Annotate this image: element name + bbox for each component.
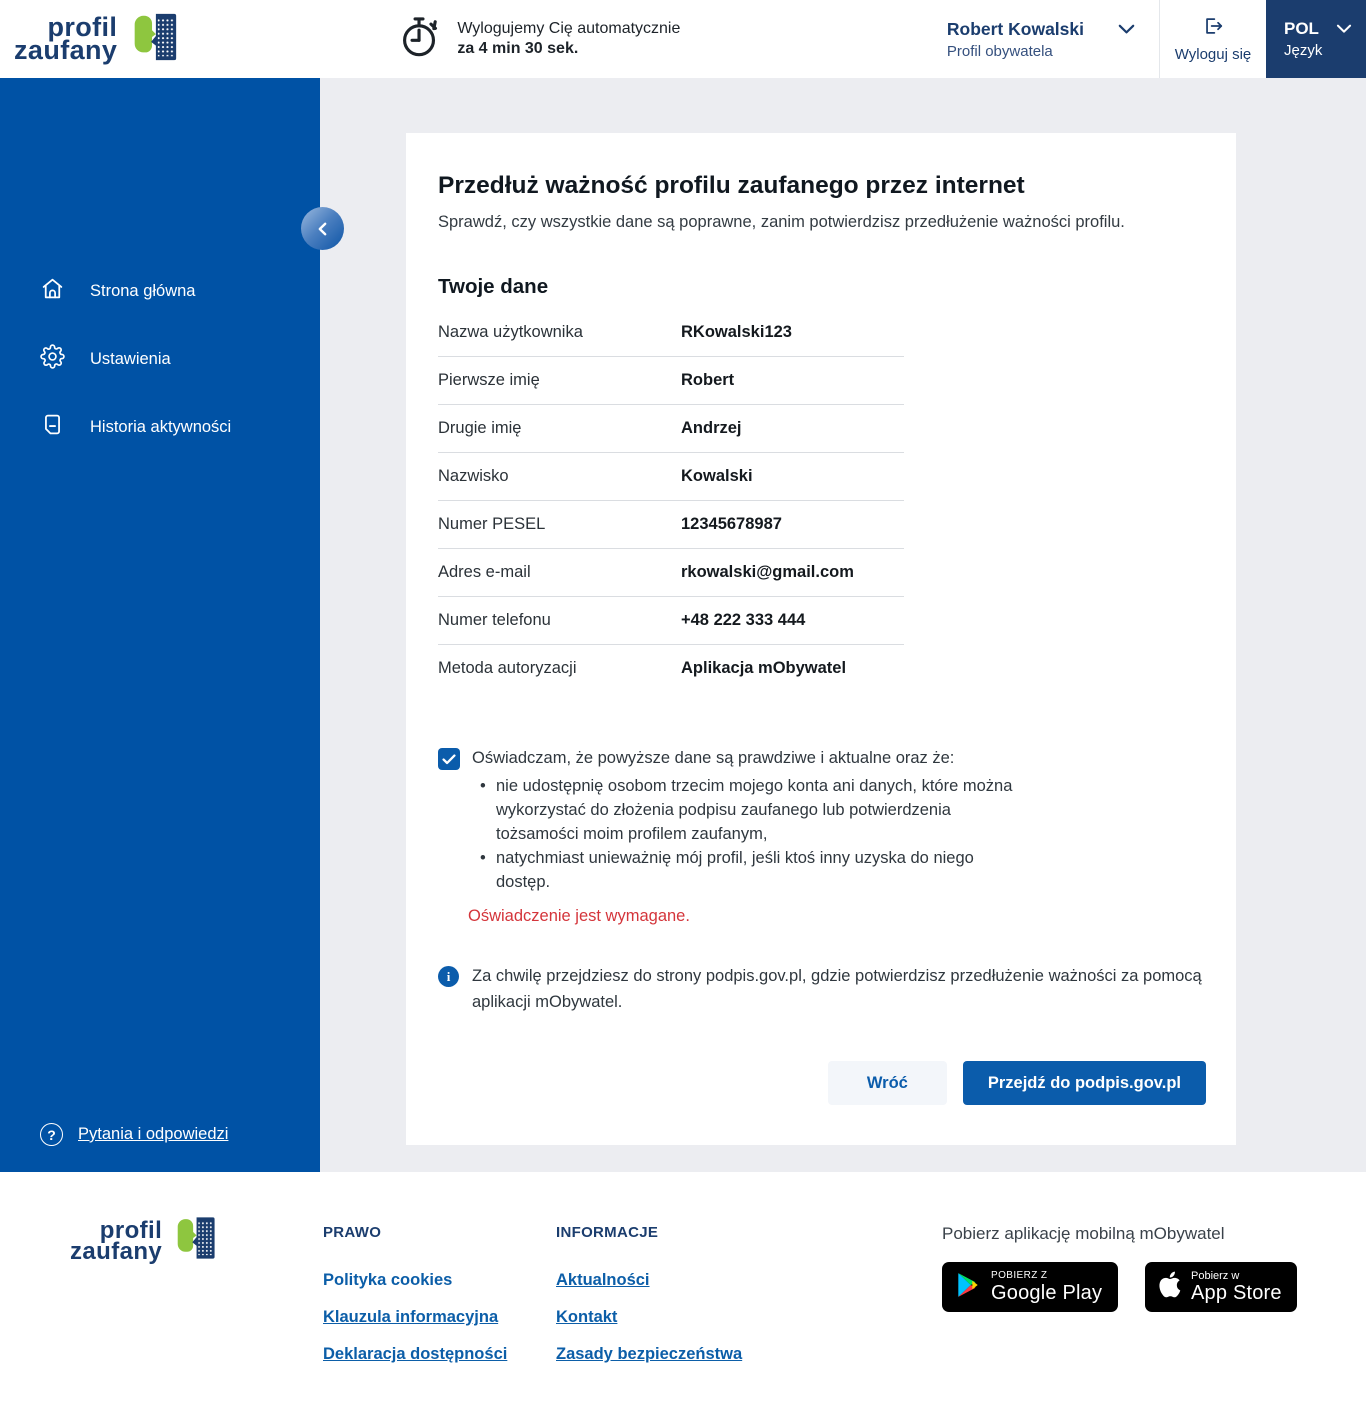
profil-zaufany-logo[interactable] bbox=[14, 0, 180, 78]
sidebar-item-strona-glowna[interactable] bbox=[0, 264, 320, 318]
footer-link-klauzula-informacyjna[interactable]: Klauzula informacyjna bbox=[323, 1308, 499, 1326]
footer-link-kontakt[interactable]: Kontakt bbox=[556, 1308, 618, 1326]
table-row bbox=[438, 453, 904, 501]
footer-link-polityka-cookies[interactable]: Polityka cookies bbox=[323, 1271, 453, 1289]
body bbox=[0, 78, 1366, 1172]
footer-heading-prawo: PRAWO bbox=[323, 1224, 382, 1241]
footer-logo[interactable] bbox=[70, 1214, 218, 1267]
field-label: Drugie imię bbox=[438, 419, 522, 437]
footer bbox=[0, 1172, 1366, 1421]
field-value: Kowalski bbox=[681, 467, 753, 485]
checkmark-icon bbox=[442, 754, 456, 765]
field-value: Robert bbox=[681, 371, 735, 389]
field-value: +48 222 333 444 bbox=[681, 611, 806, 629]
sidebar-item-faq[interactable] bbox=[40, 1123, 228, 1146]
apple-icon bbox=[1158, 1271, 1181, 1303]
logo-line2: zaufany bbox=[70, 1237, 163, 1265]
logo-line1: profil bbox=[99, 1216, 163, 1244]
field-label: Nazwa użytkownika bbox=[438, 323, 583, 341]
google-play-badge[interactable] bbox=[942, 1262, 1118, 1312]
declaration-checkbox[interactable] bbox=[438, 748, 460, 770]
field-value: Andrzej bbox=[681, 419, 742, 437]
language-code: POL bbox=[1284, 19, 1319, 38]
footer-heading-informacje: INFORMACJE bbox=[556, 1224, 659, 1241]
info-icon: i bbox=[438, 966, 459, 987]
google-play-icon bbox=[955, 1271, 981, 1304]
badge-large-text: App Store bbox=[1191, 1282, 1282, 1304]
page-title: Przedłuż ważność profilu zaufanego przez internet bbox=[438, 172, 1025, 199]
apps-title: Pobierz aplikację mobilną mObywatel bbox=[942, 1224, 1225, 1243]
back-button[interactable]: Wróć bbox=[828, 1061, 947, 1105]
profil-zaufany-mark-icon bbox=[126, 10, 180, 69]
app-store-badge[interactable] bbox=[1145, 1262, 1297, 1312]
sidebar-item-label: Ustawienia bbox=[90, 349, 171, 368]
language-label: Język bbox=[1284, 42, 1323, 59]
table-row bbox=[438, 357, 904, 405]
footer-column-prawo bbox=[323, 1224, 507, 1382]
declaration-error-message: Oświadczenie jest wymagane. bbox=[468, 907, 690, 925]
table-row bbox=[438, 597, 904, 645]
info-text: Za chwilę przejdziesz do strony podpis.gov.pl, gdzie potwierdzisz przedłużenie ważności za pomocą aplikacji mObywatel. bbox=[472, 967, 1202, 1011]
footer-link-deklaracja-dostepnosci[interactable]: Deklaracja dostępności bbox=[323, 1345, 508, 1363]
go-to-podpis-button[interactable]: Przejdź do podpis.gov.pl bbox=[963, 1061, 1206, 1105]
user-name: Robert Kowalski bbox=[946, 18, 1084, 39]
home-icon bbox=[40, 276, 65, 306]
field-label: Numer telefonu bbox=[438, 611, 551, 629]
declaration-bullets bbox=[472, 774, 1020, 894]
logout-button[interactable] bbox=[1160, 0, 1266, 78]
chevron-down-icon bbox=[1118, 19, 1135, 40]
sidebar-item-label: Strona główna bbox=[90, 281, 196, 300]
field-label: Pierwsze imię bbox=[438, 371, 540, 389]
footer-apps bbox=[942, 1224, 1297, 1312]
document-icon bbox=[40, 412, 65, 442]
field-value: rkowalski@gmail.com bbox=[681, 563, 854, 581]
gear-icon bbox=[40, 344, 65, 374]
declaration-intro: Oświadczam, że powyższe dane są prawdziwe i aktualne oraz że: bbox=[472, 749, 955, 767]
faq-label: Pytania i odpowiedzi bbox=[78, 1125, 229, 1143]
table-row bbox=[438, 405, 904, 453]
user-data-table bbox=[438, 309, 904, 692]
actions-row bbox=[438, 1061, 1206, 1105]
footer-link-zasady-bezpieczenstwa[interactable]: Zasady bezpieczeństwa bbox=[556, 1345, 743, 1363]
session-timeout-notice bbox=[400, 0, 680, 78]
stopwatch-icon bbox=[400, 14, 442, 65]
badge-small-text: Pobierz w bbox=[1191, 1270, 1240, 1282]
sidebar-item-label: Historia aktywności bbox=[90, 417, 232, 436]
declaration-bullet: • nie udostępnię osobom trzecim mojego konta ani danych, które można wykorzystać do złożenia podpisu zaufanego lub potwierdzenia tożsamości moim profilem zaufanym, bbox=[480, 774, 1020, 846]
field-value: Aplikacja mObywatel bbox=[681, 659, 847, 677]
table-row bbox=[438, 549, 904, 597]
field-label: Metoda autoryzacji bbox=[438, 659, 577, 677]
top-header bbox=[0, 0, 1366, 78]
sidebar bbox=[0, 78, 320, 1172]
table-row bbox=[438, 501, 904, 549]
logo-line1: profil bbox=[47, 12, 118, 42]
table-row bbox=[438, 645, 904, 692]
table-row bbox=[438, 309, 904, 357]
logout-icon bbox=[1202, 15, 1224, 41]
declaration-block bbox=[438, 746, 1206, 894]
timer-line1: Wylogujemy Cię automatycznie bbox=[457, 20, 681, 37]
profil-zaufany-mark-icon bbox=[170, 1214, 218, 1267]
sidebar-nav bbox=[0, 264, 320, 468]
field-label: Nazwisko bbox=[438, 467, 509, 485]
user-menu[interactable] bbox=[947, 0, 1135, 78]
badge-large-text: Google Play bbox=[991, 1282, 1103, 1304]
user-subtitle: Profil obywatela bbox=[946, 42, 1053, 60]
footer-link-aktualnosci[interactable]: Aktualności bbox=[556, 1271, 650, 1289]
section-title: Twoje dane bbox=[438, 275, 549, 298]
timer-line2: za 4 min 30 sek. bbox=[457, 40, 579, 57]
field-label: Adres e-mail bbox=[438, 563, 531, 581]
question-icon: ? bbox=[40, 1123, 63, 1146]
chevron-down-icon bbox=[1336, 19, 1352, 39]
logo-line2: zaufany bbox=[14, 35, 118, 65]
sidebar-item-historia-aktywnosci[interactable] bbox=[0, 400, 320, 454]
field-value: RKowalski123 bbox=[681, 323, 792, 341]
sidebar-item-ustawienia[interactable] bbox=[0, 332, 320, 386]
badge-small-text: POBIERZ Z bbox=[991, 1270, 1048, 1281]
sidebar-collapse-button[interactable] bbox=[301, 207, 344, 250]
info-note bbox=[438, 963, 1206, 1015]
page-subtitle: Sprawdź, czy wszystkie dane są poprawne, zanim potwierdzisz przedłużenie ważności profilu. bbox=[438, 213, 1125, 231]
footer-column-informacje bbox=[556, 1224, 742, 1382]
field-value: 12345678987 bbox=[681, 515, 782, 533]
field-label: Numer PESEL bbox=[438, 515, 546, 533]
content-card bbox=[406, 133, 1236, 1145]
declaration-bullet: • natychmiast unieważnię mój profil, jeśli ktoś inny uzyska do niego dostęp. bbox=[480, 846, 1020, 894]
logout-label: Wyloguj się bbox=[1174, 46, 1252, 63]
language-selector[interactable] bbox=[1266, 0, 1366, 78]
main-area bbox=[320, 78, 1366, 1172]
